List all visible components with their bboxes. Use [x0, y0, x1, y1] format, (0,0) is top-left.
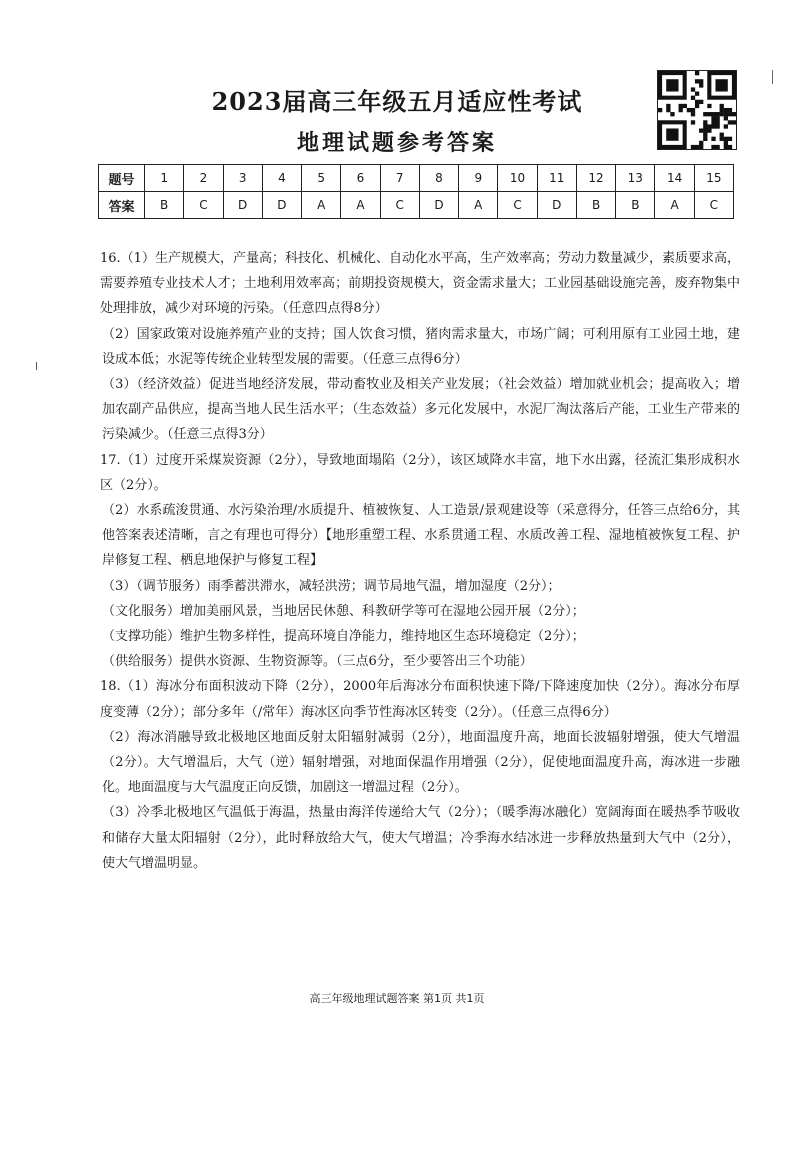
qr-code-icon [657, 70, 737, 150]
answer-table [98, 164, 734, 219]
paragraph: 18.（1）海冰分布面积波动下降（2分），2000年后海冰分布面积快速下降/下降速度加快（2分）。海冰分布厚度变薄（2分）；部分多年（/常年）海冰区向季节性海冰区转变（2分）。（任意三点得6分） [100, 679, 740, 720]
answer-cell: A [655, 192, 694, 219]
paragraph: （2）海冰消融导致北极地区地面反射太阳辐射减弱（2分），地面温度升高，地面长波辐射增强，使大气增温（2分）。大气增温后，大气（逆）辐射增强，对地面保温作用增强（2分），促使地面温度升高，海冰进一步融化。地面温度与大气温度正向反馈，加剧这一增温过程（2分）。 [102, 729, 740, 796]
scan-margin-mark [36, 362, 39, 370]
paragraph: （3）冷季北极地区气温低于海温，热量由海洋传递给大气（2分）；（暖季海冰融化）宽阔海面在暖热季节吸收和储存大量太阳辐射（2分），此时释放给大气，使大气增温；冷季海水结冰进一步释放热量到大气中（2分），使大气增温明显。 [102, 805, 740, 871]
answer-cell: B [616, 192, 655, 219]
paragraph: 17.（1）过度开采煤炭资源（2分），导致地面塌陷（2分），该区域降水丰富，地下水出露，径流汇集形成积水区（2分）。 [100, 452, 740, 493]
paragraph: （3）（调节服务）雨季蓄洪滞水，减轻洪涝；调节局地气温，增加湿度（2分）； [102, 578, 561, 594]
paragraph: （2）水系疏浚贯通、水污染治理/水质提升、植被恢复、人工造景/景观建设等（采意得分，任答三点给6分，其他答案表述清晰，言之有理也可得分）【地形重塑工程、水系贯通工程、水质改善工程、湿地植被恢复工程、护岸修复工程、栖息地保护与修复工程】 [102, 503, 740, 569]
paragraph: （供给服务）提供水资源、生物资源等。（三点6分，至少要答出三个功能） [102, 654, 533, 670]
paragraph: 16.（1）生产规模大，产量高；科技化、机械化、自动化水平高，生产效率高；劳动力数量减少，素质要求高，需要养殖专业技术人才；土地利用效率高；前期投资规模大，资金需求量大；工业园基础设施完善，废弃物集中处理排放，减少对环境的污染。（任意四点得8分） [100, 251, 740, 317]
answer-cell: D [537, 192, 576, 219]
question-number-cell: 7 [380, 165, 419, 192]
table-row [99, 165, 734, 192]
page-footer: 高三年级地理试题答案 第1页 共1页 [309, 992, 485, 1005]
page-subtitle: 地理试题参考答案 [296, 130, 497, 156]
row-header-question: 题号 [99, 165, 145, 192]
paragraph: （3）（经济效益）促进当地经济发展，带动畜牧业及相关产业发展；（社会效益）增加就业机会；提高收入；增加农副产品供应，提高当地人民生活水平；（生态效益）多元化发展中，水泥厂淘汰落后产能，工业生产带来的污染减少。（任意三点得3分） [102, 377, 740, 443]
table-row [99, 192, 734, 219]
answer-cell: C [498, 192, 537, 219]
answer-cell: C [694, 192, 733, 219]
question-number-cell: 1 [145, 165, 184, 192]
answer-cell: A [341, 192, 380, 219]
answer-cell: D [419, 192, 458, 219]
question-number-cell: 9 [459, 165, 498, 192]
answer-cell: C [380, 192, 419, 219]
answer-explanations [100, 246, 740, 876]
answer-cell: C [184, 192, 223, 219]
question-number-cell: 12 [576, 165, 615, 192]
question-number-cell: 10 [498, 165, 537, 192]
question-number-cell: 8 [419, 165, 458, 192]
page-title: 2023届高三年级五月适应性考试 [211, 87, 583, 116]
question-number-cell: 13 [616, 165, 655, 192]
paragraph: （文化服务）增加美丽风景，当地居民休憩、科教研学等可在湿地公园开展（2分）； [102, 603, 585, 619]
question-number-cell: 3 [223, 165, 262, 192]
answer-cell: B [145, 192, 184, 219]
question-number-cell: 11 [537, 165, 576, 192]
answer-cell: D [223, 192, 262, 219]
row-header-answer: 答案 [99, 192, 145, 219]
question-number-cell: 14 [655, 165, 694, 192]
question-number-cell: 6 [341, 165, 380, 192]
question-number-cell: 2 [184, 165, 223, 192]
question-number-cell: 5 [302, 165, 341, 192]
question-number-cell: 15 [694, 165, 733, 192]
answer-cell: B [576, 192, 615, 219]
answer-cell: D [262, 192, 301, 219]
answer-cell: A [302, 192, 341, 219]
question-number-cell: 4 [262, 165, 301, 192]
paragraph: （2）国家政策对设施养殖产业的支持；国人饮食习惯，猪肉需求量大，市场广阔；可利用原有工业园土地，建设成本低；水泥等传统企业转型发展的需要。（任意三点得6分） [102, 326, 740, 367]
answer-cell: A [459, 192, 498, 219]
paragraph: （支撑功能）维护生物多样性，提高环境自净能力，维持地区生态环境稳定（2分）； [102, 629, 585, 645]
